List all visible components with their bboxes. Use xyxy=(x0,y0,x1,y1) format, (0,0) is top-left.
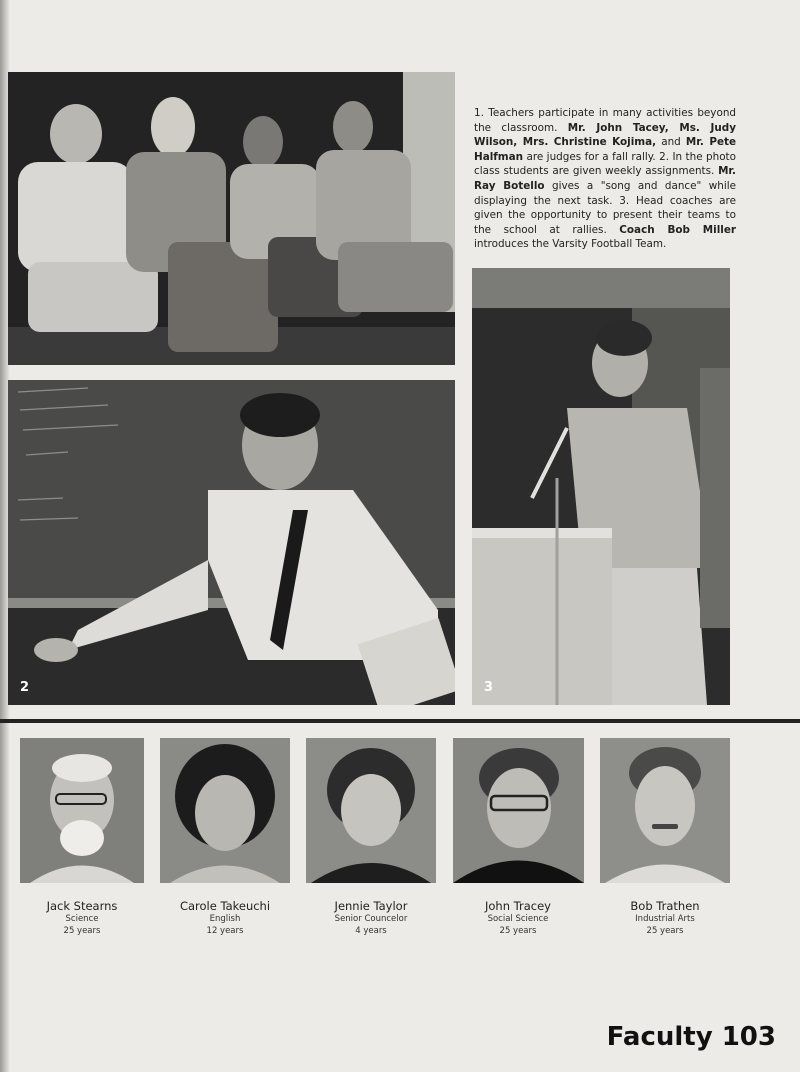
faculty-subject: Science xyxy=(65,914,99,924)
faculty-name: John Tracey xyxy=(485,899,551,913)
caption-name-bold: Mr. Ray Botello xyxy=(474,165,736,192)
portrait-john-tracey xyxy=(453,738,584,883)
faculty-subject: Social Science xyxy=(487,914,549,924)
faculty-name: Carole Takeuchi xyxy=(179,899,271,913)
page-folio: Faculty 103 xyxy=(606,1022,776,1052)
faculty-caption-4 xyxy=(448,899,588,937)
faculty-caption-2 xyxy=(155,899,295,937)
photo-judges xyxy=(8,72,455,365)
faculty-subject: English xyxy=(209,914,241,924)
section-divider xyxy=(0,719,800,723)
caption-text: 1. Teachers participate in many activities beyond the classroom. xyxy=(474,107,736,134)
faculty-name: Bob Trathen xyxy=(630,899,700,913)
caption-text: are judges for a fall rally. 2. In the photo class students are given weekly assignments. xyxy=(474,150,736,178)
faculty-years: 25 years xyxy=(63,926,101,936)
caption-text: and xyxy=(656,136,686,149)
caption-text: gives a "song and dance" while displaying the next task. 3. Head coaches are given the opportunity to present their teams to the school at rallies. xyxy=(474,179,736,236)
caption-name-bold: Mr. Pete Halfman xyxy=(474,136,736,163)
portrait-bob-trathen xyxy=(600,738,730,883)
faculty-years: 12 years xyxy=(206,926,244,936)
portrait-carole-takeuchi xyxy=(160,738,290,883)
faculty-caption-3 xyxy=(301,899,441,937)
photo-caption xyxy=(474,106,736,252)
portrait-jack-stearns xyxy=(20,738,144,883)
photo-number-3: 3 xyxy=(484,680,494,695)
faculty-years: 4 years xyxy=(355,926,387,936)
caption-name-bold: Mr. John Tacey, Ms. Judy Wilson, Mrs. Christine Kojima, xyxy=(474,121,736,149)
caption-text: introduces the Varsity Football Team. xyxy=(474,238,667,251)
photo-coach-podium xyxy=(472,268,730,705)
portrait-jennie-taylor xyxy=(306,738,436,883)
faculty-name: Jennie Taylor xyxy=(334,899,408,913)
caption-name-bold: Coach Bob Miller xyxy=(619,223,736,236)
faculty-subject: Senior Councelor xyxy=(334,914,408,924)
faculty-years: 25 years xyxy=(646,926,684,936)
faculty-caption-5 xyxy=(595,899,735,937)
faculty-years: 25 years xyxy=(499,926,537,936)
faculty-caption-1 xyxy=(12,899,152,937)
photo-number-2: 2 xyxy=(20,680,30,695)
photo-teacher-chalkboard xyxy=(8,380,455,705)
faculty-subject: Industrial Arts xyxy=(635,914,695,924)
faculty-name: Jack Stearns xyxy=(46,899,118,913)
